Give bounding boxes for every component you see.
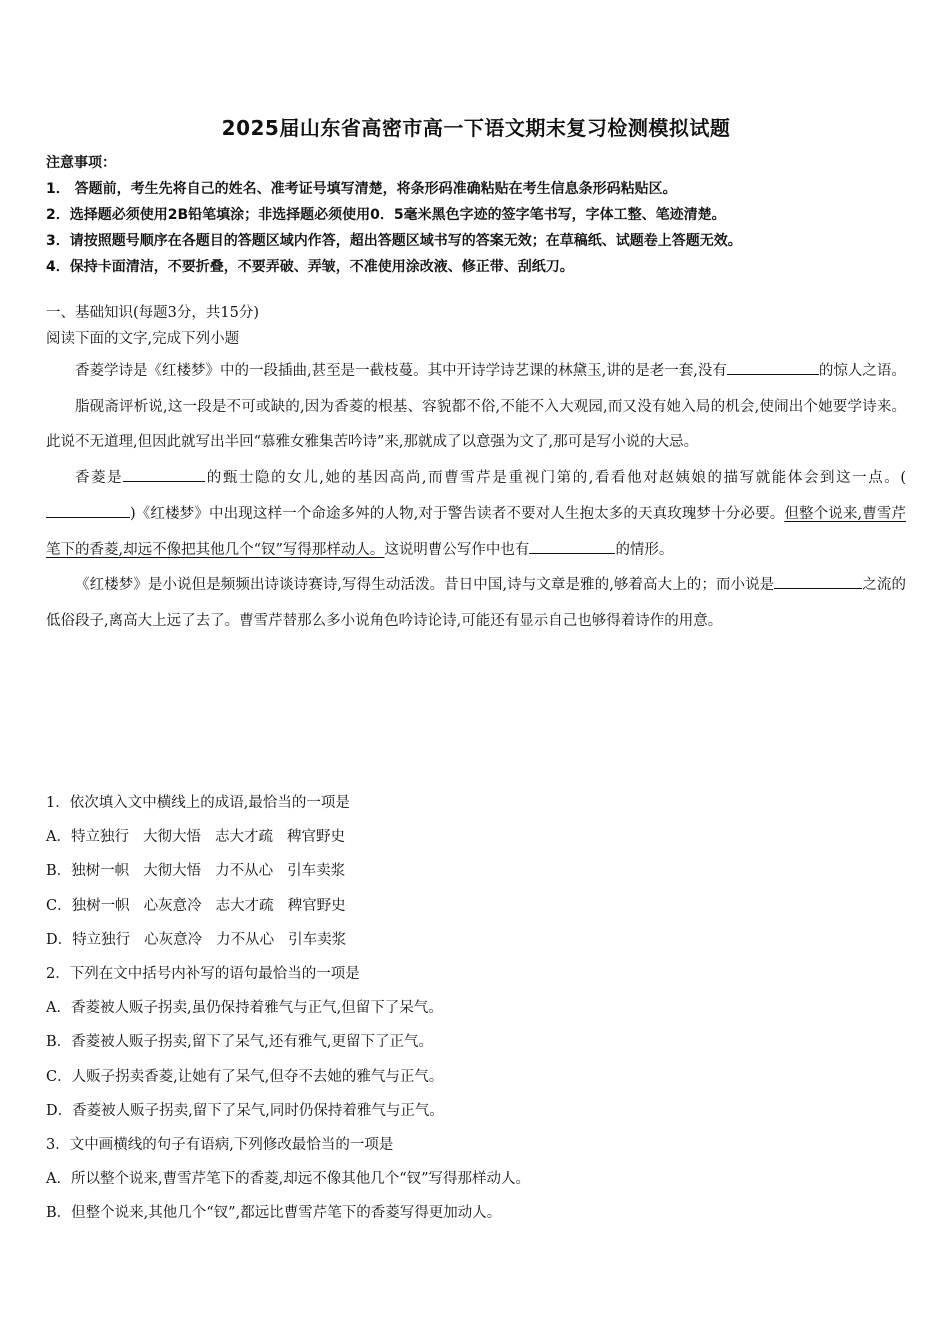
option-d[interactable]: D．特立独行 心灰意冷 力不从心 引车卖浆 bbox=[46, 931, 347, 948]
fill-blank bbox=[774, 572, 862, 589]
passage-text: )《红楼梦》中出现这样一个命途多舛的人物,对于警告读者不要对人生抱太多的天真玫瑰梦十分必要。 bbox=[130, 505, 785, 522]
fill-blank bbox=[727, 358, 811, 375]
option-c[interactable]: C．独树一帜 心灰意冷 志大才疏 稗官野史 bbox=[46, 897, 346, 914]
bracket-blank bbox=[46, 501, 130, 518]
notice-item: 4．保持卡面清洁，不要折叠，不要弄破、弄皱，不准使用涂改液、修正带、刮纸刀。 bbox=[46, 259, 574, 275]
underlined-sentence: 但整个说来,曹雪芹笔下的香菱,却远不像把其他几个“钗”写得那样动人。 bbox=[46, 505, 907, 558]
option-b[interactable]: B．独树一帜 大彻大悟 力不从心 引车卖浆 bbox=[46, 863, 346, 880]
notice-item: 1． 答题前，考生先将自己的姓名、准考证号填写清楚，将条形码准确粘贴在考生信息条形码粘贴区。 bbox=[46, 181, 677, 197]
passage-text: 的甄士隐的女儿,她的基因高尚,而曹雪芹是重视门第的,看看他对赵姨娘的描写就能体会到这一点。( bbox=[205, 470, 906, 487]
fill-blank bbox=[529, 537, 615, 554]
passage-text: 的情形。 bbox=[615, 541, 674, 558]
option-c[interactable]: C．人贩子拐卖香菱,让她有了呆气,但夺不去她的雅气与正气。 bbox=[46, 1068, 444, 1085]
notice-item: 3．请按照题号顺序在各题目的答题区域内作答，超出答题区域书写的答案无效；在草稿纸、试题卷上答题无效。 bbox=[46, 233, 742, 249]
passage-paragraph bbox=[46, 354, 906, 390]
fill-blank bbox=[123, 465, 205, 482]
passage-paragraph bbox=[46, 568, 906, 639]
option-a[interactable]: A．特立独行 大彻大悟 志大才疏 稗官野史 bbox=[46, 829, 345, 846]
question-stem: 1．依次填入文中横线上的成语,最恰当的一项是 bbox=[46, 795, 350, 811]
section-heading: 一、基础知识(每题3分，共15分) bbox=[46, 305, 259, 321]
section-header bbox=[46, 300, 906, 352]
passage-text: 的惊人之语。 bbox=[818, 363, 906, 379]
question-stem: 3．文中画横线的句子有语病,下列修改最恰当的一项是 bbox=[46, 1137, 394, 1154]
passage-text: 香菱是 bbox=[75, 470, 124, 487]
question-list bbox=[46, 786, 906, 1231]
passage-text: 之流的低俗段子,离高大上远了去了。曹雪芹替那么多小说角色吟诗论诗,可能还有显示自己也够得着诗作的用意。 bbox=[46, 577, 907, 629]
notice-heading: 注意事项： bbox=[46, 155, 116, 171]
reading-passage bbox=[46, 354, 906, 640]
option-b[interactable]: B．但整个说来,其他几个“钗”,都远比曹雪芹笔下的香菱写得更加动人。 bbox=[46, 1205, 502, 1222]
option-a[interactable]: A．所以整个说来,曹雪芹笔下的香菱,却远不像其他几个“钗”写得那样动人。 bbox=[46, 1171, 531, 1188]
option-d[interactable]: D．香菱被人贩子拐卖,留下了呆气,同时仍保持着雅气与正气。 bbox=[46, 1102, 444, 1119]
passage-text: 这说明曹公写作中也有 bbox=[384, 541, 530, 558]
page-title: 2025届山东省高密市高一下语文期末复习检测模拟试题 bbox=[221, 116, 731, 140]
notice-item: 2．选择题必须使用2B铅笔填涂；非选择题必须使用0．5毫米黑色字迹的签字笔书写，字体工整、笔迹清楚。 bbox=[46, 207, 726, 223]
passage-paragraph: 脂砚斋评析说,这一段是不可或缺的,因为香菱的根基、容貌都不俗,不能不入大观园,而又没有她入局的机会,使闹出个她要学诗来。此说不无道理,但因此就写出半回“慕雅女雅集苦吟诗”来,那就成了以意强为文了,那可是写小说的大忌。 bbox=[46, 398, 906, 451]
passage-paragraph bbox=[46, 461, 906, 568]
passage-text: 《红楼梦》是小说但是频频出诗谈诗赛诗,写得生动活泼。昔日中国,诗与文章是雅的,够着高大上的；而小说是 bbox=[75, 577, 775, 594]
option-b[interactable]: B．香菱被人贩子拐卖,留下了呆气,还有雅气,更留下了正气。 bbox=[46, 1034, 433, 1051]
notice-section bbox=[46, 150, 906, 280]
fill-blank-tail bbox=[811, 358, 819, 375]
question-stem: 2．下列在文中括号内补写的语句最恰当的一项是 bbox=[46, 966, 360, 983]
option-a[interactable]: A．香菱被人贩子拐卖,虽仍保持着雅气与正气,但留下了呆气。 bbox=[46, 1000, 443, 1017]
section-instruction: 阅读下面的文字,完成下列小题 bbox=[46, 331, 240, 347]
passage-text: 香菱学诗是《红楼梦》中的一段插曲,甚至是一截枝蔓。其中开诗学诗艺课的林黛玉,讲的是老一套,没有 bbox=[75, 363, 727, 379]
